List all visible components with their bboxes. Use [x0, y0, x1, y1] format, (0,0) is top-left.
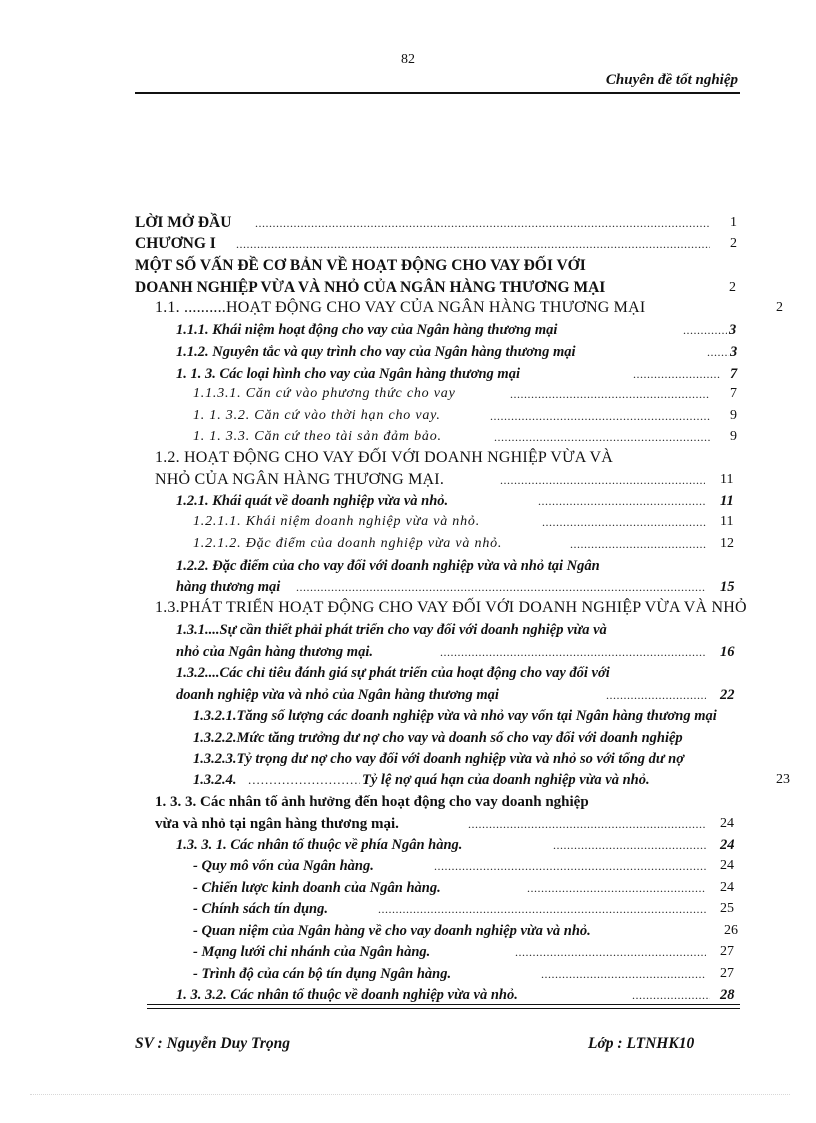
toc-entry[interactable] [0, 855, 816, 877]
footer-class: Lớp : LTNHK10 [588, 1035, 695, 1052]
toc-entry-page: 24 [720, 880, 734, 895]
toc-entry-text: 1.3.1....Sự cần thiết phải phát triển cho vay đối với doanh nghiệp vừa và [176, 622, 607, 638]
toc-leader [434, 855, 706, 877]
toc-entry[interactable] [0, 748, 816, 770]
toc-entry-page: 28 [720, 987, 735, 1003]
toc-entry-text: doanh nghiệp vừa và nhỏ của Ngân hàng thương mại [176, 687, 499, 703]
toc-entry-page: 24 [720, 858, 734, 873]
toc-entry[interactable] [0, 447, 816, 469]
toc-entry-text: NHỎ CỦA NGÂN HÀNG THƯƠNG MẠI. [155, 471, 445, 488]
toc-leader [468, 813, 706, 835]
toc-leader [236, 233, 710, 255]
toc-entry-text: DOANH NGHIỆP VỪA VÀ NHỎ CỦA NGÂN HÀNG THƯƠNG MẠI [135, 279, 606, 296]
toc-entry-text: 1.2.1.1. Khái niệm doanh nghiệp vừa và nhỏ. [193, 514, 481, 529]
toc-entry-text: 1.3.PHÁT TRIỂN HOẠT ĐỘNG CHO VAY ĐỐI VỚI DOANH NGHIỆP VỪA VÀ NHỎ [155, 599, 747, 616]
toc-entry-page: 24 [720, 837, 735, 853]
toc-entry-text: 1.2.1.2. Đặc điểm của doanh nghiệp vừa và nhỏ. [193, 536, 503, 551]
toc-entry[interactable] [0, 641, 816, 663]
toc-entry[interactable] [0, 511, 816, 533]
toc-entry[interactable] [0, 705, 816, 727]
toc-entry[interactable] [0, 898, 816, 920]
header-title: Chuyên đề tốt nghiệp [605, 72, 738, 88]
toc-leader [633, 363, 721, 385]
toc-leader [494, 426, 710, 448]
toc-entry-text: 1. 3. 3.2. Các nhân tố thuộc về doanh nghiệp vừa và nhỏ. [176, 987, 518, 1003]
toc-entry-page: 9 [730, 408, 737, 423]
toc-entry-page: 2 [729, 280, 736, 295]
toc-leader [541, 963, 706, 985]
toc-entry[interactable] [0, 426, 816, 448]
toc-entry-text: 1.1.3.1. Căn cứ vào phương thức cho vay [193, 386, 456, 401]
toc-entry-page: 7 [730, 386, 737, 401]
toc-entry[interactable] [0, 984, 816, 1006]
footer-student: SV : Nguyễn Duy Trọng [135, 1035, 291, 1052]
toc-entry-text: nhỏ của Ngân hàng thương mại. [176, 644, 373, 660]
toc-entry-page: 3 [730, 344, 738, 360]
toc-entry[interactable] [0, 405, 816, 427]
toc-leader [248, 769, 360, 791]
toc-entry-text: 1.2.1. Khái quát về doanh nghiệp vừa và nhỏ. [176, 493, 449, 509]
footer-rule-bottom [147, 1008, 740, 1009]
toc-entry[interactable] [0, 597, 816, 619]
toc-entry[interactable] [0, 920, 816, 942]
toc-entry[interactable] [0, 791, 816, 813]
toc-entry-page: 27 [720, 966, 734, 981]
toc-entry[interactable] [0, 684, 816, 706]
toc-leader [515, 941, 706, 963]
toc-leader [542, 511, 706, 533]
toc-leader [500, 469, 705, 491]
toc-leader [683, 319, 727, 341]
page-edge-divider [30, 1094, 790, 1095]
toc-entry-subtext: Tỷ lệ nợ quá hạn của doanh nghiệp vừa và nhỏ. [362, 772, 650, 788]
toc-entry[interactable] [0, 834, 816, 856]
toc-entry[interactable] [0, 619, 816, 641]
toc-entry[interactable] [0, 727, 816, 749]
toc-entry-page: 1 [730, 215, 737, 230]
toc-entry[interactable] [0, 363, 816, 385]
toc-entry[interactable] [0, 469, 816, 491]
toc-leader [538, 490, 706, 512]
toc-entry[interactable] [0, 255, 816, 277]
toc-entry-page: 11 [720, 472, 734, 487]
toc-entry-text: 1.3.2.3.Tỷ trọng dư nợ cho vay đối với doanh nghiệp vừa và nhỏ so với tổng dư nợ [193, 751, 685, 767]
toc-entry[interactable] [0, 383, 816, 405]
toc-entry[interactable] [0, 277, 816, 299]
toc-entry-text: 1. 1. 3.2. Căn cứ vào thời hạn cho vay. [193, 408, 441, 423]
toc-entry[interactable] [0, 233, 816, 255]
toc-entry-text: 1.3.2....Các chỉ tiêu đánh giá sự phát triển của hoạt động cho vay đối với [176, 665, 610, 681]
toc-entry-text: - Quy mô vốn của Ngân hàng. [193, 858, 374, 874]
toc-entry-text: MỘT SỐ VẤN ĐỀ CƠ BẢN VỀ HOẠT ĐỘNG CHO VAY ĐỐI VỚI [135, 257, 586, 274]
toc-entry[interactable] [0, 212, 816, 234]
toc-entry-page: 24 [720, 816, 734, 831]
toc-entry[interactable] [0, 576, 816, 598]
toc-entry-page: 7 [730, 366, 738, 382]
toc-leader [527, 877, 706, 899]
toc-leader [606, 684, 706, 706]
toc-leader [378, 898, 706, 920]
toc-entry-text: 1.1.2. Nguyên tắc và quy trình cho vay của Ngân hàng thương mại [176, 344, 576, 360]
toc-entry-page: 26 [724, 923, 738, 938]
toc-entry-text: 1.3.2.1.Tăng số lượng các doanh nghiệp vừa và nhỏ vay vốn tại Ngân hàng thương mại [193, 708, 717, 724]
toc-entry-text: 1.3.2.4. [193, 772, 237, 788]
toc-entry-page: 25 [720, 901, 734, 916]
toc-entry-text: - Chính sách tín dụng. [193, 901, 328, 917]
toc-leader [255, 212, 710, 234]
toc-entry[interactable] [0, 341, 816, 363]
toc-entry-text: 1.1.1. Khái niệm hoạt động cho vay của Ngân hàng thương mại [176, 322, 558, 338]
toc-entry[interactable] [0, 490, 816, 512]
page-number: 82 [401, 52, 415, 67]
toc-entry-text: 1.2. HOẠT ĐỘNG CHO VAY ĐỐI VỚI DOANH NGHIỆP VỪA VÀ [155, 449, 613, 466]
toc-entry-page: 16 [720, 644, 735, 660]
toc-leader [440, 641, 706, 663]
toc-entry-text: 1. 1. 3. Các loại hình cho vay của Ngân hàng thương mại [176, 366, 520, 382]
toc-entry-text: LỜI MỞ ĐẦU [135, 214, 232, 231]
toc-leader [296, 576, 706, 598]
toc-entry-page: 15 [720, 579, 735, 595]
toc-entry-page: 2 [776, 300, 783, 315]
toc-entry-text: - Quan niệm của Ngân hàng về cho vay doanh nghiệp vừa và nhỏ. [193, 923, 591, 939]
toc-entry-page: 12 [720, 536, 734, 551]
toc-entry[interactable] [0, 319, 816, 341]
toc-entry-text: vừa và nhỏ tại ngân hàng thương mại. [155, 816, 399, 832]
toc-entry-page: 22 [720, 687, 735, 703]
toc-leader [553, 834, 706, 856]
footer-rule-top [147, 1004, 740, 1005]
toc-entry-page: 2 [730, 236, 737, 251]
toc-entry-text: - Chiến lược kinh doanh của Ngân hàng. [193, 880, 441, 896]
toc-entry[interactable] [0, 662, 816, 684]
toc-entry-text: 1. 1. 3.3. Căn cứ theo tài sản đảm bảo. [193, 429, 442, 444]
toc-entry-text: CHƯƠNG I [135, 235, 216, 252]
toc-leader [632, 984, 710, 1006]
toc-entry-page: 23 [776, 772, 790, 787]
toc-entry-text: hàng thương mại [176, 579, 281, 595]
toc-entry-page: 27 [720, 944, 734, 959]
toc-leader [510, 383, 710, 405]
toc-entry[interactable] [0, 297, 816, 319]
toc-entry-text: 1.3.2.2.Mức tăng trưởng dư nợ cho vay và doanh số cho vay đối với doanh nghiệp [193, 730, 683, 746]
toc-leader [707, 341, 729, 363]
toc-entry-text: 1.3. 3. 1. Các nhân tố thuộc về phía Ngân hàng. [176, 837, 463, 853]
toc-entry-text: 1.1. ..........HOẠT ĐỘNG CHO VAY CỦA NGÂN HÀNG THƯƠNG MẠI [155, 299, 646, 316]
toc-entry-text: - Mạng lưới chi nhánh của Ngân hàng. [193, 944, 431, 960]
toc-entry[interactable] [0, 533, 816, 555]
toc-entry-text: 1. 3. 3. Các nhân tố ảnh hưởng đến hoạt động cho vay doanh nghiệp [155, 794, 589, 810]
toc-entry[interactable] [0, 963, 816, 985]
toc-entry-text: - Trình độ của cán bộ tín dụng Ngân hàng. [193, 966, 452, 982]
toc-entry-page: 11 [720, 514, 734, 529]
toc-entry-page: 3 [729, 322, 737, 338]
toc-leader [490, 405, 710, 427]
toc-entry-page: 9 [730, 429, 737, 444]
toc-entry[interactable] [0, 877, 816, 899]
toc-entry-text: 1.2.2. Đặc điểm của cho vay đối với doanh nghiệp vừa và nhỏ tại Ngân [176, 558, 600, 574]
toc-entry[interactable] [0, 555, 816, 577]
toc-entry[interactable] [0, 813, 816, 835]
toc-leader [570, 533, 706, 555]
toc-entry[interactable] [0, 941, 816, 963]
toc-entry[interactable] [0, 769, 816, 791]
toc-entry-page: 11 [720, 493, 734, 509]
